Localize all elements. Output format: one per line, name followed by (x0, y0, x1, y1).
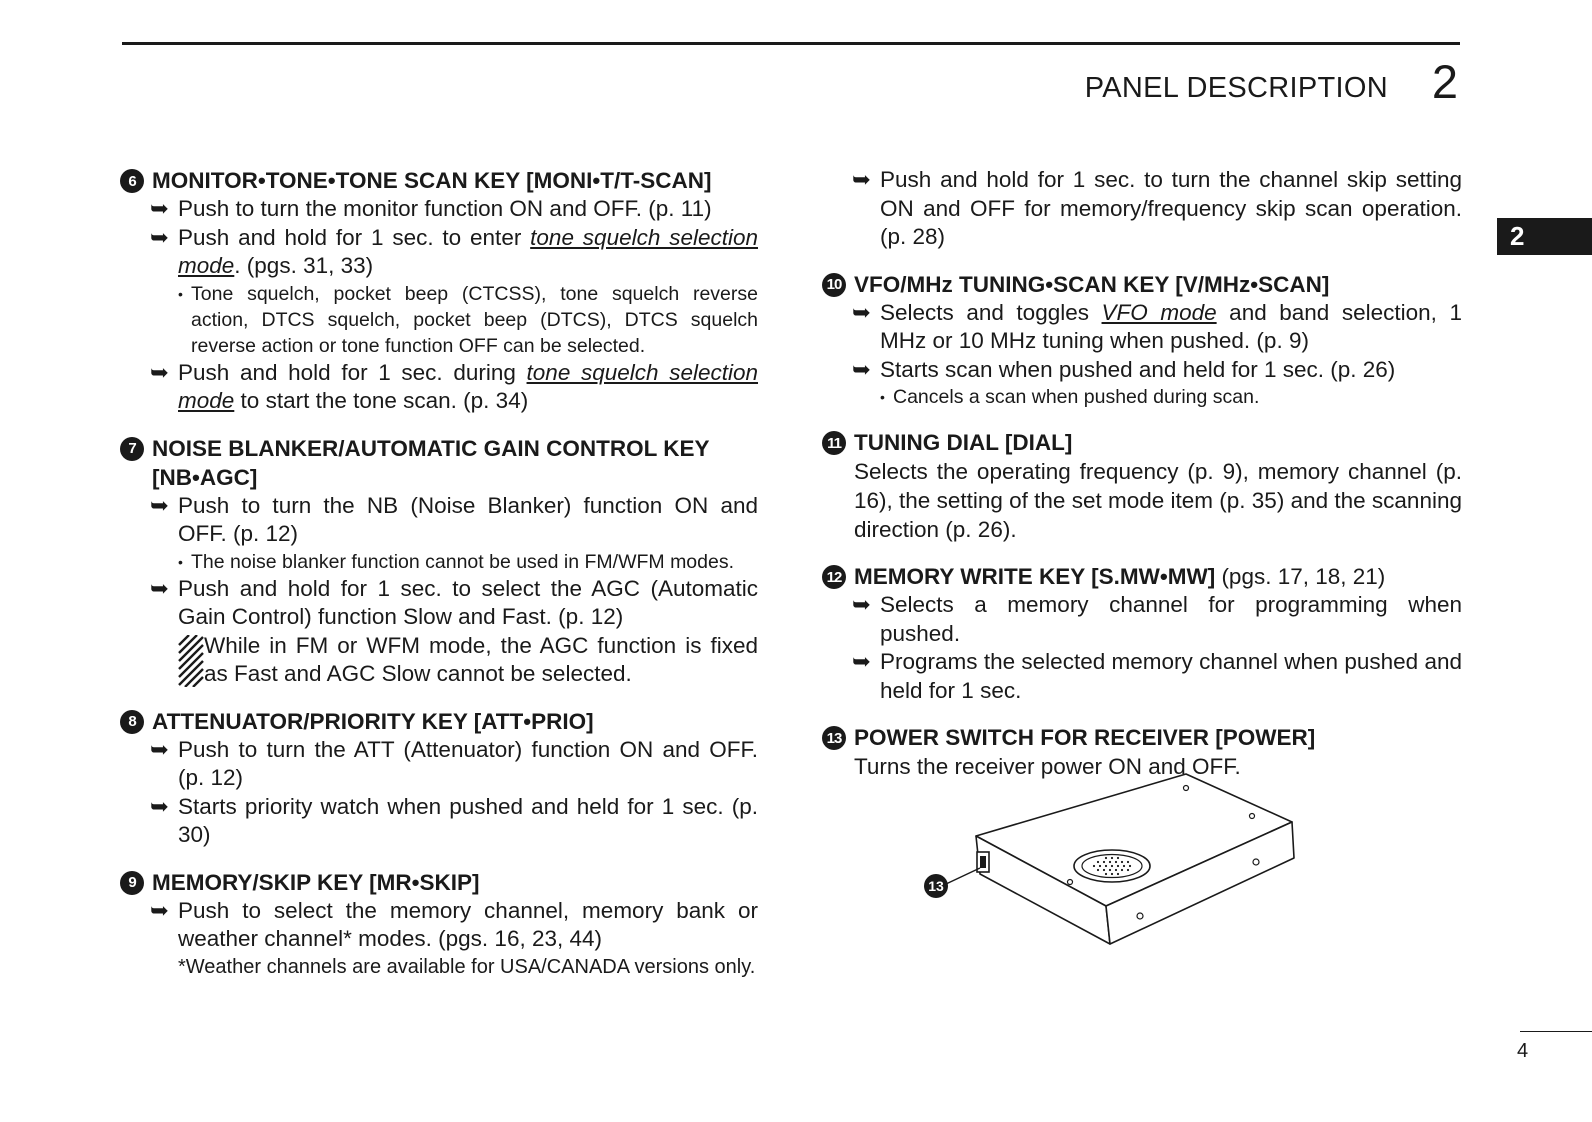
item-text: Starts scan when pushed and held for 1 sec. (p. 26) (880, 356, 1396, 382)
header-title: PANEL DESCRIPTION (1084, 72, 1388, 104)
item-text: Push and hold for 1 sec. to turn the channel skip setting ON and OFF for memory/frequency skip scan operation. (p. 28) (880, 167, 1462, 249)
item-text: Push to turn the ATT (Attenuator) function ON and OFF. (p. 12) (178, 736, 758, 790)
section-7 (120, 434, 758, 689)
item-text-part: Push and hold for 1 sec. to enter (178, 224, 531, 250)
item-text (178, 224, 758, 281)
item-text-part: to start the tone scan. (p. 34) (234, 388, 529, 413)
note-hatch-icon (178, 635, 204, 687)
section-number-badge: 10 (822, 273, 846, 297)
section-title: MONITOR•TONE•TONE SCAN KEY [MONI•T/T-SCAN] (152, 168, 712, 193)
page-number: 4 (1517, 1040, 1529, 1062)
arrow-bullet-icon: ➥ (150, 793, 169, 819)
section-9-continued (822, 166, 1462, 252)
sub-note-text: Tone squelch, pocket beep (CTCSS), tone squelch reverse action, DTCS squelch, pocket beep (DTCS), DTCS squelch reverse action or tone function OFF can be selected. (191, 282, 758, 357)
section-title-text: MEMORY WRITE KEY [S.MW•MW] (854, 564, 1216, 589)
section-heading (120, 166, 758, 195)
chapter-number: 2 (1431, 55, 1458, 108)
sub-note (120, 549, 758, 575)
section-number-badge: 13 (822, 726, 846, 750)
section-number-badge: 12 (822, 565, 846, 589)
item-text: Programs the selected memory channel when pushed and held for 1 sec. (880, 649, 1462, 703)
cross-reference-link[interactable]: VFO mode (1101, 299, 1217, 325)
dot-bullet-icon: • (178, 285, 183, 302)
arrow-bullet-icon: ➥ (150, 224, 169, 250)
section-title: NOISE BLANKER/AUTOMATIC GAIN CONTROL KEY [NB•AGC] (152, 435, 710, 490)
section-9 (120, 868, 758, 980)
item-text (880, 299, 1462, 356)
bullet-item (120, 736, 758, 793)
bullet-item (822, 299, 1462, 356)
callout-leader-line (946, 868, 980, 884)
item-text: Push to select the memory channel, memory bank or weather channel* modes. (pgs. 16, 23, 44) (178, 897, 758, 951)
sub-note-text: The noise blanker function cannot be used in FM/WFM modes. (191, 550, 735, 573)
section-8 (120, 707, 758, 850)
arrow-bullet-icon: ➥ (150, 736, 169, 762)
arrow-bullet-icon: ➥ (150, 196, 169, 221)
note-text: While in FM or WFM mode, the AGC function is fixed as Fast and AGC Slow cannot be selected. (204, 632, 758, 686)
section-11 (822, 428, 1462, 544)
section-title: ATTENUATOR/PRIORITY KEY [ATT•PRIO] (152, 708, 594, 734)
receiver-illustration (920, 770, 1310, 960)
section-number-badge: 7 (120, 437, 144, 461)
arrow-bullet-icon: ➥ (852, 167, 871, 192)
left-column (120, 166, 758, 998)
section-12 (822, 562, 1462, 705)
item-text-part: . (pgs. 31, 33) (234, 253, 374, 278)
section-heading (822, 562, 1462, 591)
sub-note-text: Cancels a scan when pushed during scan. (893, 386, 1260, 408)
bullet-item (822, 591, 1462, 648)
sub-note (822, 384, 1462, 410)
item-text: Push to turn the NB (Noise Blanker) function ON and OFF. (p. 12) (178, 492, 758, 546)
section-10 (822, 270, 1462, 411)
section-heading (822, 723, 1462, 752)
item-text: Push and hold for 1 sec. to select the AGC (Automatic Gain Control) function Slow and Fast. (p. 12) (178, 575, 758, 629)
cross-reference-link[interactable]: tone squelch selection mode (178, 224, 758, 278)
arrow-bullet-icon: ➥ (852, 649, 871, 674)
arrow-bullet-icon: ➥ (150, 359, 169, 385)
item-text: Starts priority watch when pushed and held for 1 sec. (p. 30) (178, 793, 758, 847)
section-title (854, 562, 1462, 591)
bullet-item (822, 166, 1462, 252)
bullet-item (120, 492, 758, 549)
item-text-part: Selects and toggles (880, 299, 1102, 325)
section-title: POWER SWITCH FOR RECEIVER [POWER] (854, 725, 1316, 750)
dot-bullet-icon: • (880, 389, 885, 405)
item-text-part: and band selection, 1 MHz or 10 MHz tuning when pushed. (p. 9) (880, 299, 1462, 353)
arrow-bullet-icon: ➥ (852, 592, 871, 617)
section-heading (822, 428, 1462, 457)
arrow-bullet-icon: ➥ (150, 575, 169, 601)
section-heading (120, 868, 758, 897)
footnote: *Weather channels are available for USA/CANADA versions only. (178, 955, 756, 978)
bullet-item (120, 793, 758, 850)
arrow-bullet-icon: ➥ (150, 492, 169, 518)
section-heading (822, 270, 1462, 299)
section-heading (120, 707, 758, 736)
bullet-item (120, 224, 758, 281)
bullet-item (120, 359, 758, 416)
section-heading (120, 434, 758, 492)
arrow-bullet-icon: ➥ (150, 897, 169, 923)
section-title: VFO/MHz TUNING•SCAN KEY [V/MHz•SCAN] (854, 271, 1330, 297)
bullet-item (120, 897, 758, 954)
bullet-item (822, 356, 1462, 385)
section-number-badge: 9 (120, 871, 144, 895)
item-text-part: Push and hold for 1 sec. during (178, 359, 527, 385)
section-body-text: Turns the receiver power ON and OFF. (854, 754, 1241, 779)
bullet-item (120, 195, 758, 224)
arrow-bullet-icon: ➥ (852, 299, 871, 325)
bullet-item (822, 648, 1462, 705)
sub-note (120, 281, 758, 359)
item-text: Selects a memory channel for programming when pushed. (880, 592, 1462, 646)
item-text: Push to turn the monitor function ON and OFF. (p. 11) (178, 196, 712, 221)
section-title: TUNING DIAL [DIAL] (854, 430, 1073, 455)
section-number-badge: 11 (822, 431, 846, 455)
chapter-side-tab[interactable]: 2 (1497, 218, 1592, 255)
page-number-rule (1520, 1031, 1592, 1032)
section-number-badge: 6 (120, 169, 144, 193)
dot-bullet-icon: • (178, 553, 183, 570)
section-title: MEMORY/SKIP KEY [MR•SKIP] (152, 869, 480, 895)
section-6 (120, 166, 758, 416)
callout-number: 13 (928, 878, 944, 894)
section-body-text: Selects the operating frequency (p. 9), memory channel (p. 16), the setting of the set mode item (p. 35) and the scanning direction (p. 26). (854, 459, 1462, 542)
right-column (822, 166, 1462, 799)
cross-reference-link[interactable]: tone squelch selection mode (178, 359, 759, 413)
arrow-bullet-icon: ➥ (852, 356, 871, 382)
note-block (120, 632, 758, 689)
item-text (178, 359, 758, 416)
bullet-item (120, 575, 758, 632)
page-reference: (pgs. 17, 18, 21) (1215, 564, 1386, 589)
header-rule (122, 42, 1460, 45)
section-number-badge: 8 (120, 710, 144, 734)
